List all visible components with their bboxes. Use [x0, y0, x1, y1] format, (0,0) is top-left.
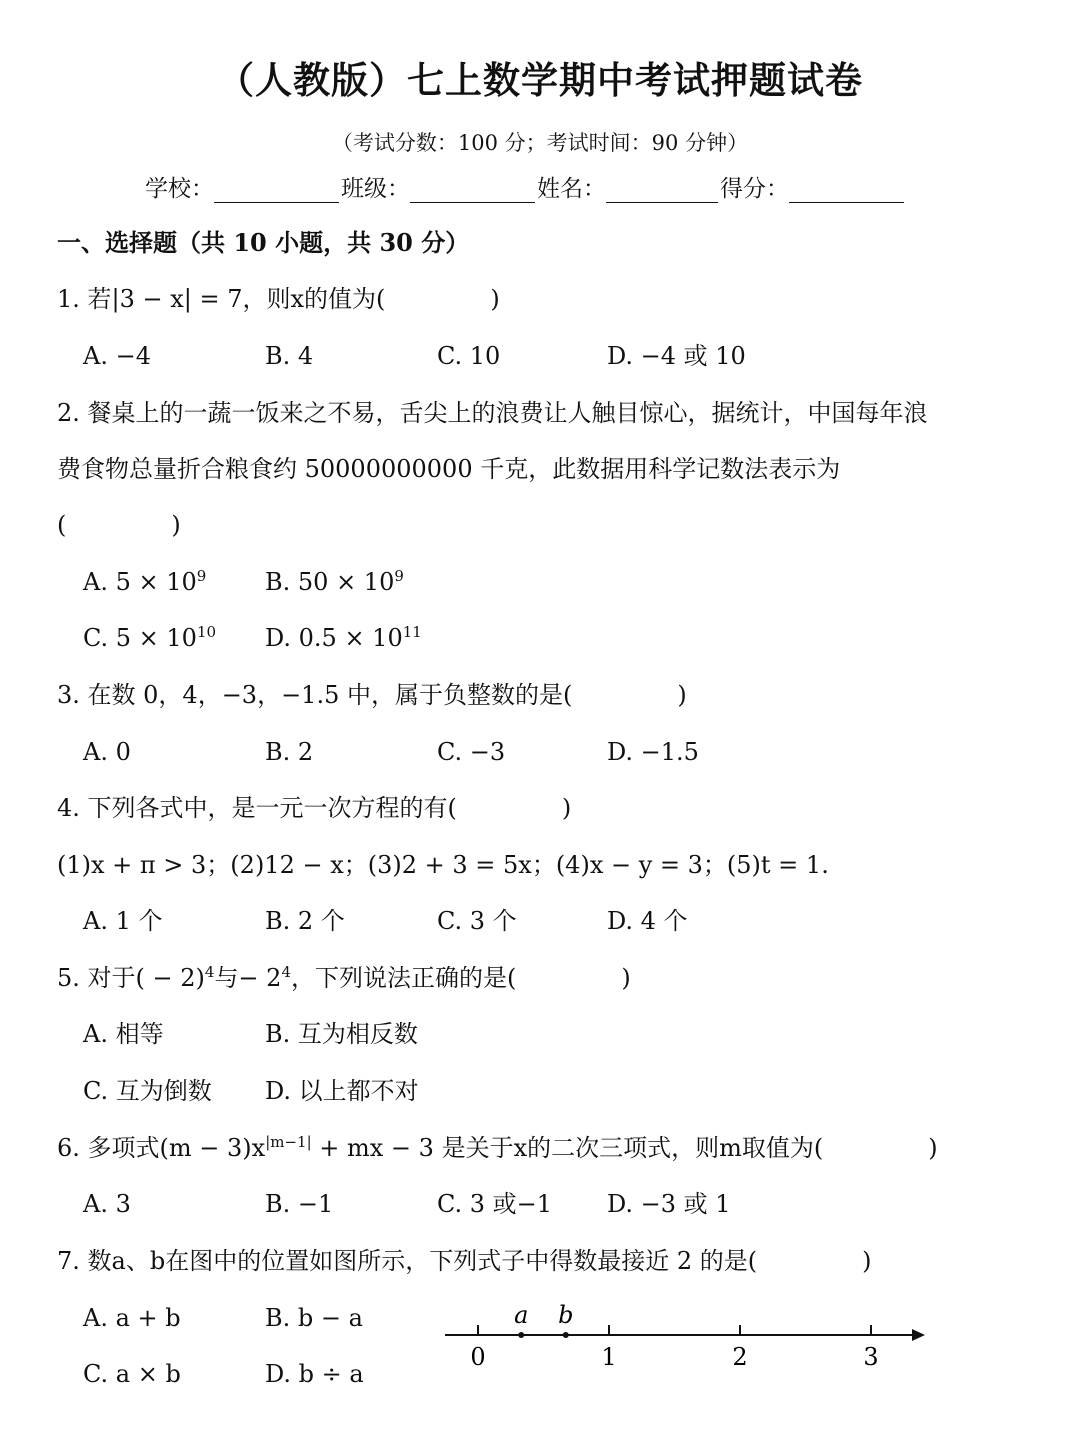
question-3-stem: 3. 在数 0，4，−3，−1.5 中，属于负整数的是(	[57, 681, 573, 709]
exam-title: （人教版）七上数学期中考试押题试卷	[217, 59, 863, 102]
school-label: 学校：	[145, 176, 214, 202]
q5-option-b: B. 互为相反数	[265, 1020, 418, 1048]
question-1-stem: 1. 若|3 − x| = 7，则x的值为(	[57, 285, 386, 313]
number-line-tick-label: 0	[470, 1343, 486, 1371]
question-4-close: )	[561, 794, 572, 822]
q3-option-d: D. −1.5	[607, 738, 699, 766]
q6-option-d: D. −3 或 1	[607, 1190, 731, 1218]
question-2-line-1: 2. 餐桌上的一蔬一饭来之不易，舌尖上的浪费让人触目惊心，据统计，中国每年浪	[57, 399, 928, 427]
name-label: 姓名：	[537, 176, 606, 202]
number-line-point-label-a: a	[514, 1301, 529, 1329]
q7-option-a: A. a + b	[83, 1304, 181, 1332]
question-4	[57, 793, 571, 823]
q5-option-a: A. 相等	[83, 1020, 164, 1048]
q1-option-b: B. 4	[265, 342, 314, 370]
question-4-formula: (1)x + π > 3；(2)12 − x；(3)2 + 3 = 5x；(4)x − y = 3；(5)t = 1.	[57, 851, 829, 879]
question-1-close: )	[490, 285, 500, 313]
number-line-point-b	[563, 1332, 569, 1338]
name-blank	[606, 178, 718, 203]
student-info-row	[145, 170, 906, 203]
q6-option-c: C. 3 或−1	[437, 1190, 553, 1218]
number-line-tick-label: 2	[732, 1343, 748, 1371]
question-2-line-2: 费食物总量折合粮食约 50000000000 千克，此数据用科学记数法表示为	[57, 455, 841, 483]
class-label: 班级：	[341, 176, 410, 202]
q2-option-c: C. $5 \times 10^{10}$	[83, 623, 217, 652]
q2-option-d: D. $0.5 \times 10^{11}$	[265, 623, 422, 652]
exam-subtitle: （考试分数：100 分；考试时间：90 分钟）	[331, 131, 749, 155]
school-blank	[214, 178, 339, 203]
q7-option-b: B. b − a	[265, 1304, 363, 1332]
question-7: 7. 数a、b在图中的位置如图所示，下列式子中得数最接近 2 的是( )	[57, 1247, 872, 1275]
q4-option-b: B. 2 个	[265, 907, 345, 935]
number-line-arrow	[912, 1329, 925, 1341]
question-2-open: (	[57, 511, 67, 539]
question-2-close: )	[171, 511, 181, 539]
number-line-tick-label: 3	[863, 1343, 879, 1371]
q5-option-d: D. 以上都不对	[265, 1077, 419, 1105]
number-line-point-label-b: b	[558, 1301, 574, 1329]
q1-option-a: A. −4	[83, 342, 151, 370]
question-5: 5. 对于( − 2)$^4$与− $2^4$，下列说法正确的是( )	[57, 963, 631, 992]
q3-option-a: A. 0	[83, 738, 131, 766]
q3-option-c: C. −3	[437, 738, 506, 766]
q2-option-b: B. $50 \times 10^9$	[265, 567, 404, 596]
class-blank	[410, 178, 535, 203]
number-line-figure	[440, 1295, 940, 1385]
score-label: 得分：	[720, 176, 789, 202]
question-4-stem: 4. 下列各式中，是一元一次方程的有(	[57, 794, 457, 822]
q4-option-d: D. 4 个	[607, 907, 688, 935]
q4-option-c: C. 3 个	[437, 907, 517, 935]
q1-option-d: D. −4 或 10	[607, 342, 746, 370]
q7-option-c: C. a × b	[83, 1360, 181, 1388]
section-title: 一、选择题（共 10 小题，共 30 分）	[57, 228, 470, 257]
q5-option-c: C. 互为倒数	[83, 1077, 212, 1105]
q3-option-b: B. 2	[265, 738, 314, 766]
number-line-tick-label: 1	[601, 1343, 617, 1371]
q6-option-b: B. −1	[265, 1190, 334, 1218]
q1-option-c: C. 10	[437, 342, 501, 370]
question-3-close: )	[677, 681, 687, 709]
question-2-line-3	[57, 510, 181, 540]
q2-option-a: A. $5 \times 10^9$	[83, 567, 207, 596]
number-line-point-a	[518, 1332, 524, 1338]
question-3	[57, 680, 687, 710]
q7-option-d: D. b ÷ a	[265, 1360, 364, 1388]
q4-option-a: A. 1 个	[83, 907, 163, 935]
question-6: 6. 多项式$(m - 3)x^{|m-1|}$ + mx − 3 是关于x的二次三项式，则m取值为( )	[57, 1133, 938, 1162]
question-1	[57, 284, 500, 314]
q6-option-a: A. 3	[83, 1190, 131, 1218]
score-blank	[789, 178, 904, 203]
